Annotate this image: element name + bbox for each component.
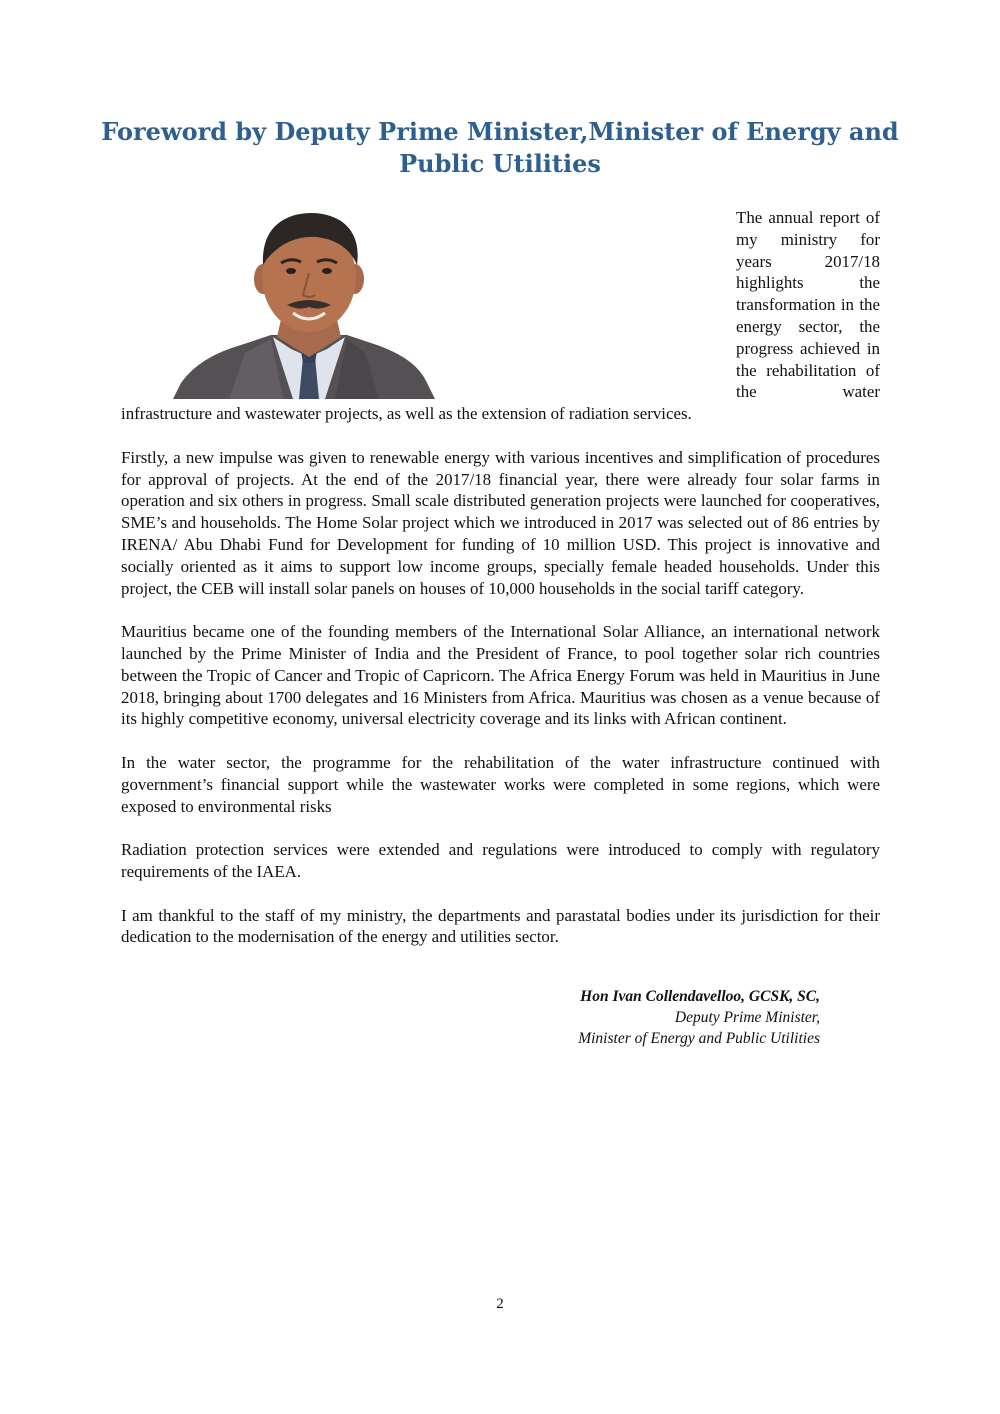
paragraph-4: In the water sector, the programme for the rehabilitation of the water infrastructure continued with government’s financial support while the wastewater works were completed in some regions, which were exposed to environmental risks (121, 752, 880, 816)
page-number: 2 (496, 1296, 504, 1312)
signatory-ministry: Minister of Energy and Public Utilities (578, 1030, 820, 1047)
paragraph-1: The annual report of my ministry for years 2017/18 highlights the transformation in the energy sector, the progress achieved in the rehabilitation of the water infrastructure and wastewater projects, as well as the extension of radiation services. (121, 208, 880, 424)
signatory-role: Deputy Prime Minister, (674, 1009, 820, 1026)
foreword-body (121, 207, 880, 970)
paragraph-3: Mauritius became one of the founding members of the International Solar Alliance, an international network launched by the Prime Minister of India and the President of France, to pool together solar rich countries between the Tropic of Cancer and Tropic of Capricorn. The Africa Energy Forum was held in Mauritius in June 2018, bringing about 1700 delegates and 16 Ministers from Africa. Mauritius was chosen as a venue because of its highly competitive economy, universal electricity coverage and its links with African continent. (121, 622, 880, 729)
signature-block (480, 986, 820, 1049)
portrait-illustration (169, 207, 469, 399)
paragraph-6: I am thankful to the staff of my ministry, the departments and parastatal bodies under its jurisdiction for their dedication to the modernisation of the energy and utilities sector. (121, 905, 880, 947)
signatory-name: Hon Ivan Collendavelloo, GCSK, SC, (580, 988, 820, 1005)
paragraph-2: Firstly, a new impulse was given to renewable energy with various incentives and simplification of procedures for approval of projects. At the end of the 2017/18 financial year, there were already four solar farms in operation and six others in progress. Small scale distributed generation projects were launched for cooperatives, SME’s and households. The Home Solar project which we introduced in 2017 was selected out of 86 entries by IRENA/ Abu Dhabi Fund for Development for funding of 10 million USD. This project is innovative and socially oriented as it aims to support low income groups, specially female headed households. Under this project, the CEB will install solar panels on houses of 10,000 households in the social tariff category. (121, 447, 880, 598)
page-title: Foreword by Deputy Prime Minister,Minister of Energy and Public Utilities (101, 117, 899, 178)
portrait-photo (169, 207, 469, 399)
paragraph-5: Radiation protection services were extended and regulations were introduced to comply with regulatory requirements of the IAEA. (121, 840, 880, 881)
